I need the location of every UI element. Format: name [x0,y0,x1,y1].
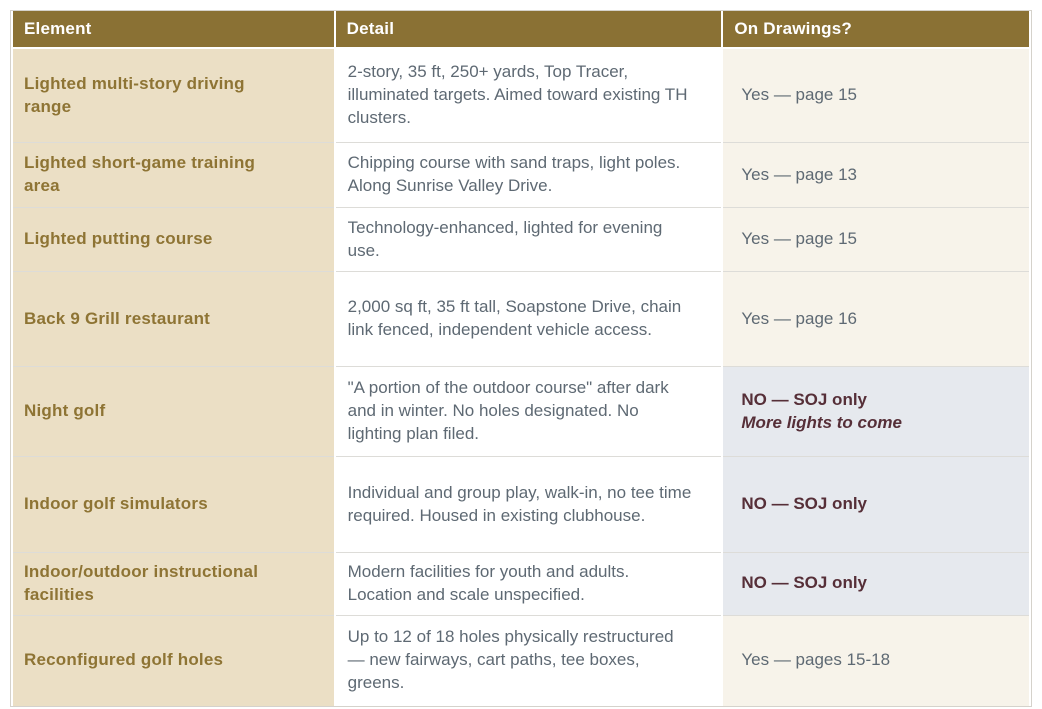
on-drawings-note: More lights to come [741,412,902,432]
element-cell: Indoor golf simulators [13,457,334,553]
header-row [13,11,1029,49]
table-row [13,553,1029,616]
features-table [10,10,1032,707]
on-drawings-status: NO — SOJ only [741,573,868,593]
on-drawings-cell [723,272,1029,367]
on-drawings-cell [723,367,1029,457]
on-drawings-cell [723,143,1029,208]
on-drawings-status: Yes — page 15 [741,229,858,249]
table-row [13,367,1029,457]
element-cell: Lighted multi-story driving range [13,49,334,143]
on-drawings-status: Yes — pages 15-18 [741,650,891,670]
detail-cell: 2,000 sq ft, 35 ft tall, Soapstone Drive, chain link fenced, independent vehicle access. [336,272,722,367]
detail-cell: 2-story, 35 ft, 250+ yards, Top Tracer, illuminated targets. Aimed toward existing TH clusters. [336,49,722,143]
on-drawings-status: Yes — page 13 [741,164,858,184]
on-drawings-cell [723,553,1029,616]
detail-cell: Individual and group play, walk-in, no tee time required. Housed in existing clubhouse. [336,457,722,553]
element-cell: Reconfigured golf holes [13,616,334,706]
on-drawings-status: NO — SOJ only [741,494,868,514]
element-cell: Night golf [13,367,334,457]
on-drawings-cell [723,457,1029,553]
detail-cell: Up to 12 of 18 holes physically restructured — new fairways, cart paths, tee boxes, greens. [336,616,722,706]
table-row [13,457,1029,553]
table-row [13,272,1029,367]
on-drawings-cell [723,616,1029,706]
on-drawings-status: Yes — page 16 [741,308,858,328]
element-cell: Indoor/outdoor instructional facilities [13,553,334,616]
element-cell: Back 9 Grill restaurant [13,272,334,367]
on-drawings-cell [723,49,1029,143]
detail-cell: "A portion of the outdoor course" after dark and in winter. No holes designated. No lighting plan filed. [336,367,722,457]
detail-cell: Technology-enhanced, lighted for evening use. [336,208,722,272]
detail-cell: Chipping course with sand traps, light poles. Along Sunrise Valley Drive. [336,143,722,208]
table-row [13,616,1029,706]
column-header-detail: Detail [336,11,722,49]
table-row [13,49,1029,143]
table-row [13,143,1029,208]
column-header-on-drawings: On Drawings? [723,11,1029,49]
on-drawings-status: NO — SOJ only [741,389,868,409]
column-header-element: Element [13,11,334,49]
table-row [13,208,1029,272]
detail-cell: Modern facilities for youth and adults. Location and scale unspecified. [336,553,722,616]
element-cell: Lighted short-game training area [13,143,334,208]
element-cell: Lighted putting course [13,208,334,272]
on-drawings-status: Yes — page 15 [741,85,858,105]
on-drawings-cell [723,208,1029,272]
